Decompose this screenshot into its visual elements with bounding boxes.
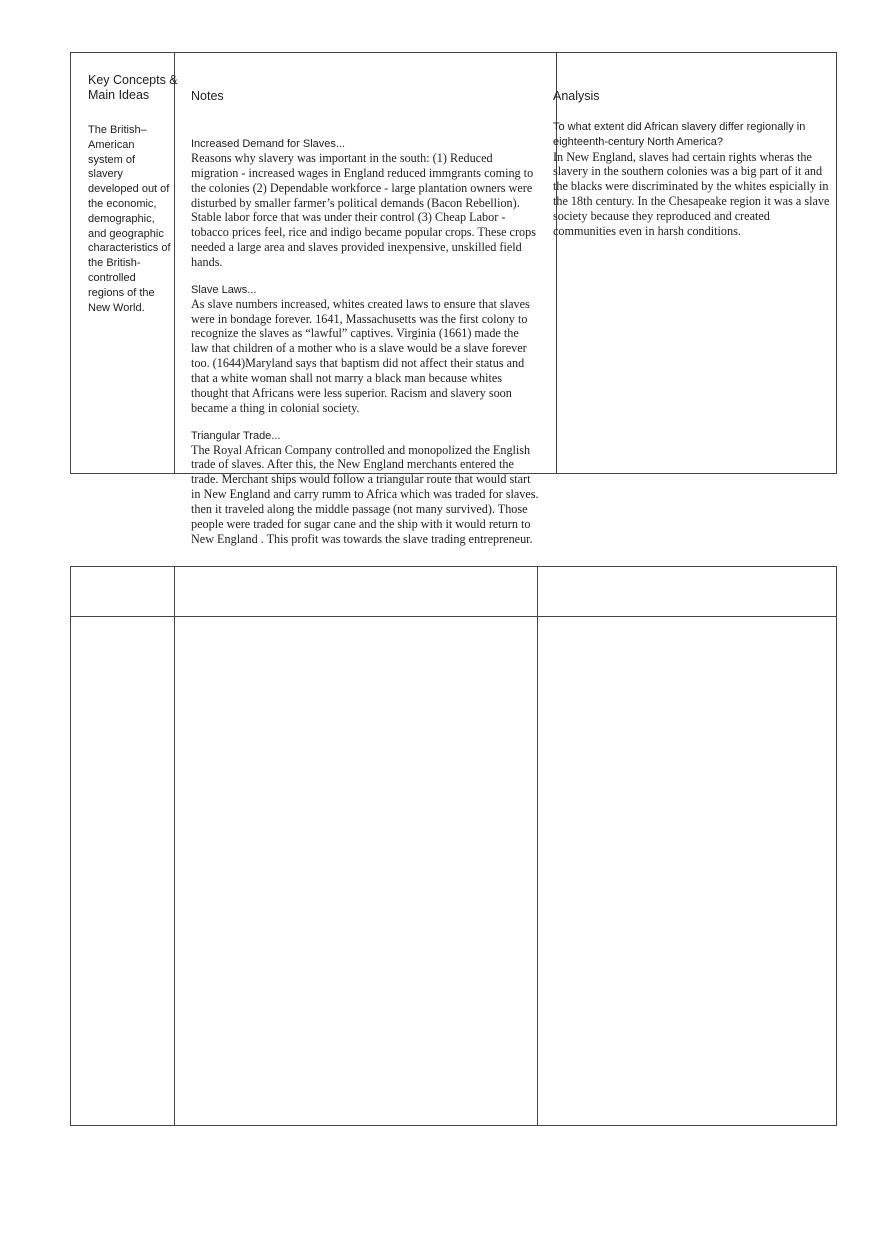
table2-right-border xyxy=(836,566,837,1126)
notes-header: Notes xyxy=(191,89,224,103)
analysis-header: Analysis xyxy=(553,89,600,103)
table2-top-border xyxy=(70,566,837,567)
table2-divider-1 xyxy=(174,566,175,1126)
table1-left-border xyxy=(70,52,71,474)
table2-bottom-border xyxy=(70,1125,837,1126)
table2-header-border xyxy=(70,616,837,617)
notes-section-title: Triangular Trade... xyxy=(191,429,281,442)
key-concepts-header: Key Concepts & Main Ideas xyxy=(88,73,178,102)
analysis-content xyxy=(553,120,833,239)
notes-content xyxy=(191,137,539,546)
notes-section-body: The Royal African Company controlled and monopolized the English trade of slaves. After this, the New England merchants entered the trade. Merchant ships would follow a triangular route that would start in New England and carry rumm to Africa which was traded for slaves. then it traveled along the middle passage (not many survived). Those people were traded for sugar cane and the ship with it would return to New England . This profit was towards the slave trading entrepreneur. xyxy=(191,442,539,546)
analysis-answer: In New England, slaves had certain rights wheras the slavery in the southern colonies was a big part of it and the blacks were discriminated by the whites espicially in the 18th century. In the Chesapeake region it was a slave society because they reproduced and created communities even in harsh conditions. xyxy=(553,149,830,238)
notes-section-title: Increased Demand for Slaves... xyxy=(191,138,346,150)
table1-top-border xyxy=(70,52,837,53)
table2-divider-2 xyxy=(537,566,538,1126)
table1-divider-2 xyxy=(556,52,557,474)
table2-left-border xyxy=(70,566,71,1126)
notes-section-title: Slave Laws... xyxy=(191,283,257,296)
notes-section-body: As slave numbers increased, whites created laws to ensure that slaves were in bondage forever. 1641, Massachusetts was the first colony to recognize the slaves as “lawful” captives. Virginia (1661) made the law that children of a mother who is a slave would be a slave forever too. (1644)Maryland says that baptism did not affect their status and that a white woman shall not marry a black man because whites thought that Africans were less superior. Racism and slavery soon became a thing in colonial society. xyxy=(191,296,530,415)
analysis-question: To what extent did African slavery differ regionally in eighteenth-century North America? xyxy=(553,121,806,148)
key-concepts-text: The British–American system of slavery developed out of the economic, demographic, and geographic characteristics of the British-controlled regions of the New World. xyxy=(88,124,171,314)
table1-right-border xyxy=(836,52,837,474)
notes-section-body: Reasons why slavery was important in the south: (1) Reduced migration - increased wages in England reduced immgrants coming to the colonies (2) Dependable workforce - large plantation owners were disturbed by smaller farmer’s political demands (Bacon Rebellion). Stable labor force that was under their control (3) Cheap Labor - tobacco prices feel, rice and indigo became popular crops. These crops needed a large area and slaves provided inexpensive, unskilled field hands. xyxy=(191,151,536,269)
table1-divider-1 xyxy=(174,52,175,474)
